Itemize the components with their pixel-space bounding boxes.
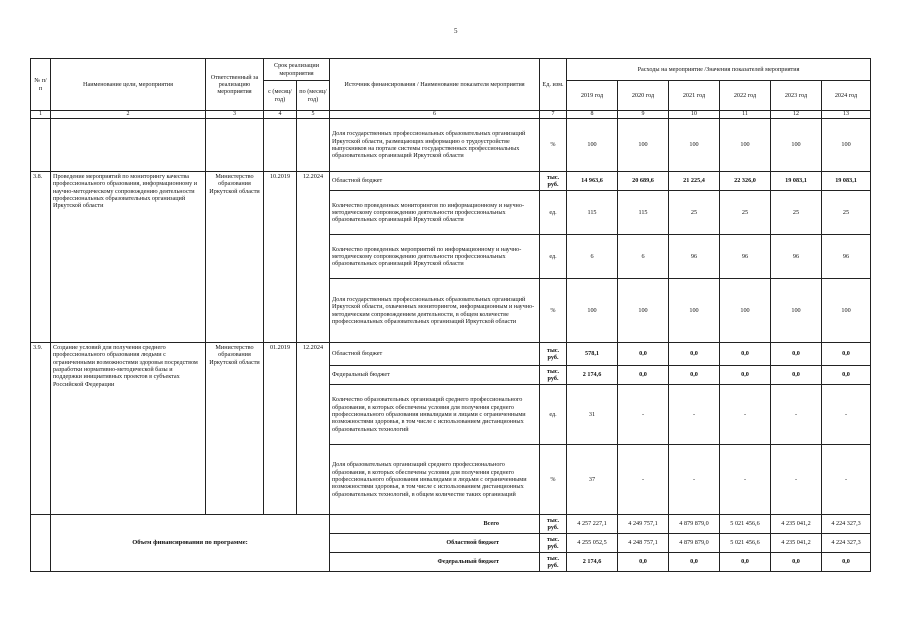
- index-cell: 12: [771, 111, 822, 119]
- header-period: Срок реализации мероприятия: [264, 59, 330, 81]
- value-cell: 14 963,6: [567, 172, 618, 191]
- value-cell: 0,0: [618, 553, 669, 572]
- value-cell: 100: [822, 279, 871, 343]
- item-name: Создание условий для получения среднего профессионального образования людьми с ограниченными возможностями здоровья посредством разработки нормативно-методической базы и поддержки инициативных проектов в субъектах Российской Федерации: [51, 343, 206, 515]
- source-name: Областной бюджет: [330, 343, 540, 366]
- item-to: 12.2024: [297, 343, 330, 515]
- unit-cell: ед.: [540, 385, 567, 445]
- value-cell: -: [669, 385, 720, 445]
- value-cell: 100: [822, 119, 871, 172]
- unit-cell: тыс. руб.: [540, 553, 567, 572]
- value-cell: 96: [669, 235, 720, 279]
- value-cell: 0,0: [618, 366, 669, 385]
- item-name: Проведение мероприятий по мониторингу качества профессионального образования, информационному и научно-методическому сопровождению деятельности профессиональных образовательных организаций Иркутской области: [51, 172, 206, 343]
- header-year: 2021 год: [669, 81, 720, 111]
- index-cell: 3: [206, 111, 264, 119]
- value-cell: -: [618, 385, 669, 445]
- index-cell: 7: [540, 111, 567, 119]
- header-from: с (месяц/год): [264, 81, 297, 111]
- value-cell: 25: [720, 191, 771, 235]
- unit-cell: %: [540, 445, 567, 515]
- value-cell: 96: [720, 235, 771, 279]
- value-cell: 0,0: [771, 553, 822, 572]
- value-cell: 4 879 879,0: [669, 515, 720, 534]
- value-cell: 5 021 456,6: [720, 534, 771, 553]
- value-cell: 25: [669, 191, 720, 235]
- value-cell: 0,0: [771, 366, 822, 385]
- value-cell: 100: [618, 279, 669, 343]
- value-cell: 25: [771, 191, 822, 235]
- item-number: 3.9.: [31, 343, 51, 515]
- header-source: Источник финансирования / Наименование показателя мероприятия: [330, 59, 540, 111]
- table-row: [31, 343, 871, 366]
- total-label: Объем финансирования по программе:: [51, 515, 330, 572]
- value-cell: 0,0: [822, 343, 871, 366]
- value-cell: 5 021 456,6: [720, 515, 771, 534]
- value-cell: 21 225,4: [669, 172, 720, 191]
- value-cell: 4 255 052,5: [567, 534, 618, 553]
- item-from: 01.2019: [264, 343, 297, 515]
- table-row: [31, 119, 871, 172]
- value-cell: 2 174,6: [567, 553, 618, 572]
- value-cell: -: [618, 445, 669, 515]
- indicator-name: Количество образовательных организаций среднего профессионального образования, в которых обеспечены условия для получения среднего профессионального образования инвалидами и лицами с ограниченными возможностями здоровья, в том числе с использованием дистанционных образовательных технологий: [330, 385, 540, 445]
- value-cell: 20 689,6: [618, 172, 669, 191]
- header-year: 2019 год: [567, 81, 618, 111]
- value-cell: 0,0: [720, 343, 771, 366]
- value-cell: 0,0: [720, 366, 771, 385]
- header-year: 2022 год: [720, 81, 771, 111]
- value-cell: -: [720, 385, 771, 445]
- value-cell: 4 235 041,2: [771, 515, 822, 534]
- header-expenses: Расходы на мероприятие /Значения показателей мероприятия: [567, 59, 871, 81]
- value-cell: 6: [567, 235, 618, 279]
- value-cell: -: [771, 445, 822, 515]
- value-cell: 115: [567, 191, 618, 235]
- value-cell: -: [771, 385, 822, 445]
- item-to: 12.2024: [297, 172, 330, 343]
- index-cell: 9: [618, 111, 669, 119]
- total-source: Федеральный бюджет: [330, 553, 540, 572]
- item-responsible: Министерство образования Иркутской области: [206, 343, 264, 515]
- index-cell: 8: [567, 111, 618, 119]
- value-cell: 100: [771, 119, 822, 172]
- value-cell: 19 083,1: [822, 172, 871, 191]
- value-cell: 578,1: [567, 343, 618, 366]
- index-row: [31, 111, 871, 119]
- value-cell: -: [669, 445, 720, 515]
- value-cell: 100: [567, 279, 618, 343]
- value-cell: 96: [822, 235, 871, 279]
- page-number: 5: [454, 27, 458, 35]
- item-responsible: Министерство образования Иркутской области: [206, 172, 264, 343]
- indicator-name: Количество проведенных мероприятий по информационному и научно-методическому сопровождению деятельности профессиональных образовательных организаций Иркутской области: [330, 235, 540, 279]
- unit-cell: тыс. руб.: [540, 172, 567, 191]
- value-cell: -: [822, 385, 871, 445]
- index-cell: 13: [822, 111, 871, 119]
- unit-cell: %: [540, 119, 567, 172]
- index-cell: 11: [720, 111, 771, 119]
- index-cell: 6: [330, 111, 540, 119]
- value-cell: 4 235 041,2: [771, 534, 822, 553]
- unit-cell: ед.: [540, 191, 567, 235]
- header-year: 2023 год: [771, 81, 822, 111]
- value-cell: 6: [618, 235, 669, 279]
- index-cell: 4: [264, 111, 297, 119]
- value-cell: 37: [567, 445, 618, 515]
- unit-cell: тыс. руб.: [540, 343, 567, 366]
- total-source: Всего: [330, 515, 540, 534]
- value-cell: -: [822, 445, 871, 515]
- unit-cell: тыс. руб.: [540, 366, 567, 385]
- value-cell: 0,0: [771, 343, 822, 366]
- value-cell: 0,0: [669, 366, 720, 385]
- value-cell: 0,0: [822, 366, 871, 385]
- index-cell: 2: [51, 111, 206, 119]
- header-unit: Ед. изм.: [540, 59, 567, 111]
- index-cell: 1: [31, 111, 51, 119]
- item-from: 10.2019: [264, 172, 297, 343]
- total-source: Областной бюджет: [330, 534, 540, 553]
- value-cell: 31: [567, 385, 618, 445]
- index-cell: 10: [669, 111, 720, 119]
- value-cell: -: [720, 445, 771, 515]
- value-cell: 19 083,1: [771, 172, 822, 191]
- unit-cell: тыс. руб.: [540, 515, 567, 534]
- value-cell: 0,0: [720, 553, 771, 572]
- total-row: [31, 515, 871, 534]
- value-cell: 100: [720, 119, 771, 172]
- indicator-name: Количество проведенных мониторингов по информационному и научно-методическому сопровождению деятельности профессиональных образовательных организаций Иркутской области: [330, 191, 540, 235]
- value-cell: 4 248 757,1: [618, 534, 669, 553]
- value-cell: 100: [618, 119, 669, 172]
- source-name: Областной бюджет: [330, 172, 540, 191]
- indicator-name: Доля государственных профессиональных образовательных организаций Иркутской области, охваченных мониторингом, информационным и научно-методическим сопровождением деятельности, в общем количестве профессиональных образовательных организаций Иркутской области: [330, 279, 540, 343]
- value-cell: 4 257 227,1: [567, 515, 618, 534]
- value-cell: 100: [771, 279, 822, 343]
- source-name: Федеральный бюджет: [330, 366, 540, 385]
- value-cell: 100: [567, 119, 618, 172]
- indicator-name: Доля государственных профессиональных образовательных организаций Иркутской области, размещающих информацию о трудоустройстве выпускников на портале системы государственных профессиональных образовательных организаций Иркутской области: [330, 119, 540, 172]
- unit-cell: тыс. руб.: [540, 534, 567, 553]
- value-cell: 0,0: [669, 553, 720, 572]
- table-row: [31, 172, 871, 191]
- value-cell: 96: [771, 235, 822, 279]
- header-responsible: Ответственный за реализацию мероприятия: [206, 59, 264, 111]
- header-to: по (месяц/год): [297, 81, 330, 111]
- value-cell: 100: [669, 119, 720, 172]
- value-cell: 25: [822, 191, 871, 235]
- header-num: № п/п: [31, 59, 51, 111]
- value-cell: 100: [720, 279, 771, 343]
- index-cell: 5: [297, 111, 330, 119]
- value-cell: 0,0: [822, 553, 871, 572]
- value-cell: 4 249 757,1: [618, 515, 669, 534]
- unit-cell: ед.: [540, 235, 567, 279]
- header-year: 2024 год: [822, 81, 871, 111]
- unit-cell: %: [540, 279, 567, 343]
- header-name: Наименование цели, мероприятия: [51, 59, 206, 111]
- program-table: [30, 58, 871, 572]
- value-cell: 2 174,6: [567, 366, 618, 385]
- value-cell: 4 224 327,3: [822, 515, 871, 534]
- value-cell: 0,0: [618, 343, 669, 366]
- value-cell: 4 879 879,0: [669, 534, 720, 553]
- value-cell: 22 326,0: [720, 172, 771, 191]
- value-cell: 100: [669, 279, 720, 343]
- header-year: 2020 год: [618, 81, 669, 111]
- value-cell: 0,0: [669, 343, 720, 366]
- value-cell: 115: [618, 191, 669, 235]
- item-number: 3.8.: [31, 172, 51, 343]
- value-cell: 4 224 327,3: [822, 534, 871, 553]
- indicator-name: Доля образовательных организаций среднего профессионального образования, в которых обеспечены условия для получения среднего профессионального образования инвалидами и людьми с ограниченными возможностями здоровья, в том числе с использованием дистанционных образовательных технологий, в общем количестве таких организаций: [330, 445, 540, 515]
